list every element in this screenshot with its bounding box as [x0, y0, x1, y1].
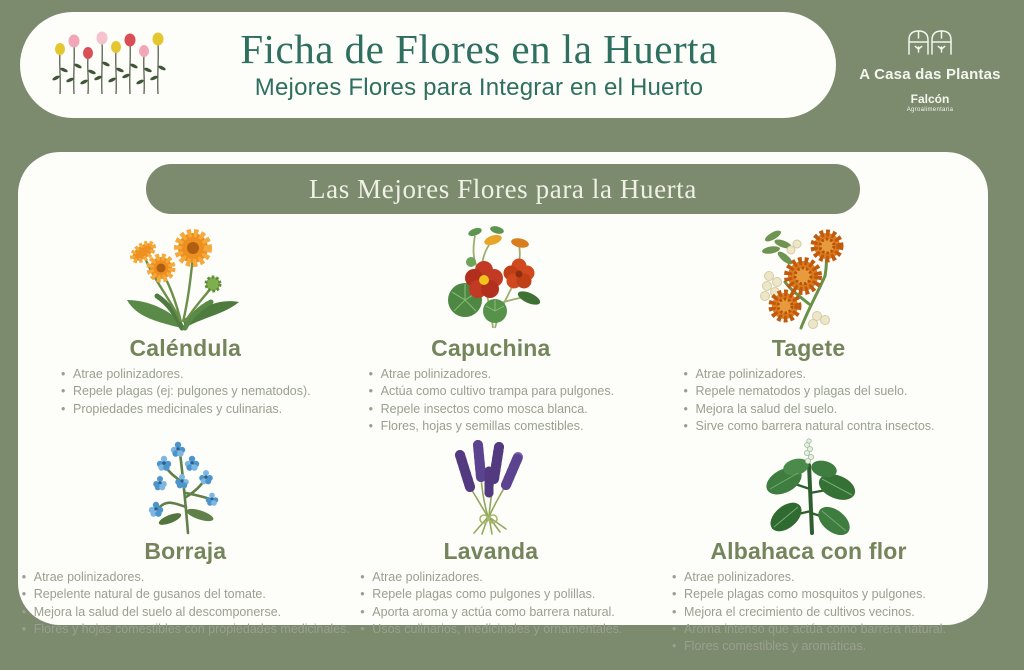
flower-card-lavanda — [353, 435, 629, 655]
header-card — [20, 12, 836, 118]
page-subtitle: Mejores Flores para Integrar en el Huerto — [254, 73, 704, 101]
fact-item: • Repelente natural de gusanos del tomate. — [21, 586, 350, 603]
flowers-grid — [18, 220, 988, 655]
fact-item: • Repele plagas como mosquitos y pulgones. — [671, 586, 946, 603]
flower-card-tagete — [629, 220, 988, 435]
fact-item: • Flores y hojas comestibles con propiedades medicinales. — [21, 621, 350, 638]
logo-brand: Falcón — [910, 92, 950, 106]
flower-facts — [671, 569, 946, 655]
flower-card-calendula — [18, 220, 353, 435]
logo-name: A Casa das Plantas — [859, 66, 1001, 83]
page-title: Ficha de Flores en la Huerta — [240, 26, 718, 73]
calendula-illustration — [115, 220, 255, 332]
fact-item: • Propiedades medicinales y culinarias. — [60, 401, 311, 418]
fact-item: • Atrae polinizadores. — [21, 569, 350, 586]
fact-item: • Mejora la salud del suelo. — [683, 401, 935, 418]
greenhouse-icon — [906, 28, 954, 56]
fact-item: • Aroma intenso que actúa como barrera natural. — [671, 621, 946, 638]
fact-item: • Atrae polinizadores. — [671, 569, 946, 586]
fact-item: • Sirve como barrera natural contra insectos. — [683, 418, 935, 435]
flower-name: Lavanda — [443, 538, 539, 564]
fact-item: • Repele nematodos y plagas del suelo. — [683, 383, 935, 400]
fact-item: • Repele insectos como mosca blanca. — [368, 401, 614, 418]
flower-card-albahaca — [629, 435, 988, 655]
fact-item: • Atrae polinizadores. — [60, 366, 311, 383]
fact-item: • Repele plagas como pulgones y polillas. — [359, 586, 622, 603]
flower-card-capuchina — [353, 220, 629, 435]
fact-item: • Mejora el crecimiento de cultivos vecinos. — [671, 604, 946, 621]
section-banner-title: Las Mejores Flores para la Huerta — [309, 173, 697, 204]
fact-item: • Flores, hojas y semillas comestibles. — [368, 418, 614, 435]
fact-item: • Atrae polinizadores. — [683, 366, 935, 383]
flower-name: Capuchina — [431, 335, 551, 361]
tagete-illustration — [739, 220, 879, 332]
flower-facts — [60, 366, 311, 418]
fact-item: • Repele plagas (ej: pulgones y nematodos). — [60, 383, 311, 400]
logo-brand-sub: Agroalimentaria — [906, 107, 954, 113]
fact-item: • Mejora la salud del suelo al descomponerse. — [21, 604, 350, 621]
flower-facts — [359, 569, 622, 638]
fact-item: • Atrae polinizadores. — [359, 569, 622, 586]
fact-item: • Flores comestibles y aromáticas. — [671, 638, 946, 655]
lavanda-illustration — [426, 435, 556, 535]
flower-row-illustration — [50, 26, 168, 105]
fact-item: • Usos culinarios, medicinales y ornamentales. — [359, 621, 622, 638]
flower-facts — [21, 569, 350, 638]
fact-item: • Atrae polinizadores. — [368, 366, 614, 383]
capuchina-illustration — [421, 220, 561, 332]
fact-item: • Aporta aroma y actúa como barrera natural. — [359, 604, 622, 621]
flower-name: Caléndula — [129, 335, 242, 361]
flower-name: Albahaca con flor — [710, 538, 907, 564]
flower-facts — [368, 366, 614, 435]
albahaca-illustration — [744, 435, 874, 535]
section-banner — [146, 164, 860, 214]
flower-facts — [683, 366, 935, 435]
borraja-illustration — [120, 435, 250, 535]
flower-name: Borraja — [144, 538, 227, 564]
flower-name: Tagete — [771, 335, 846, 361]
brand-logo — [846, 28, 1014, 113]
content-card — [18, 152, 988, 653]
fact-item: • Actúa como cultivo trampa para pulgones. — [368, 383, 614, 400]
flower-card-borraja — [18, 435, 353, 655]
